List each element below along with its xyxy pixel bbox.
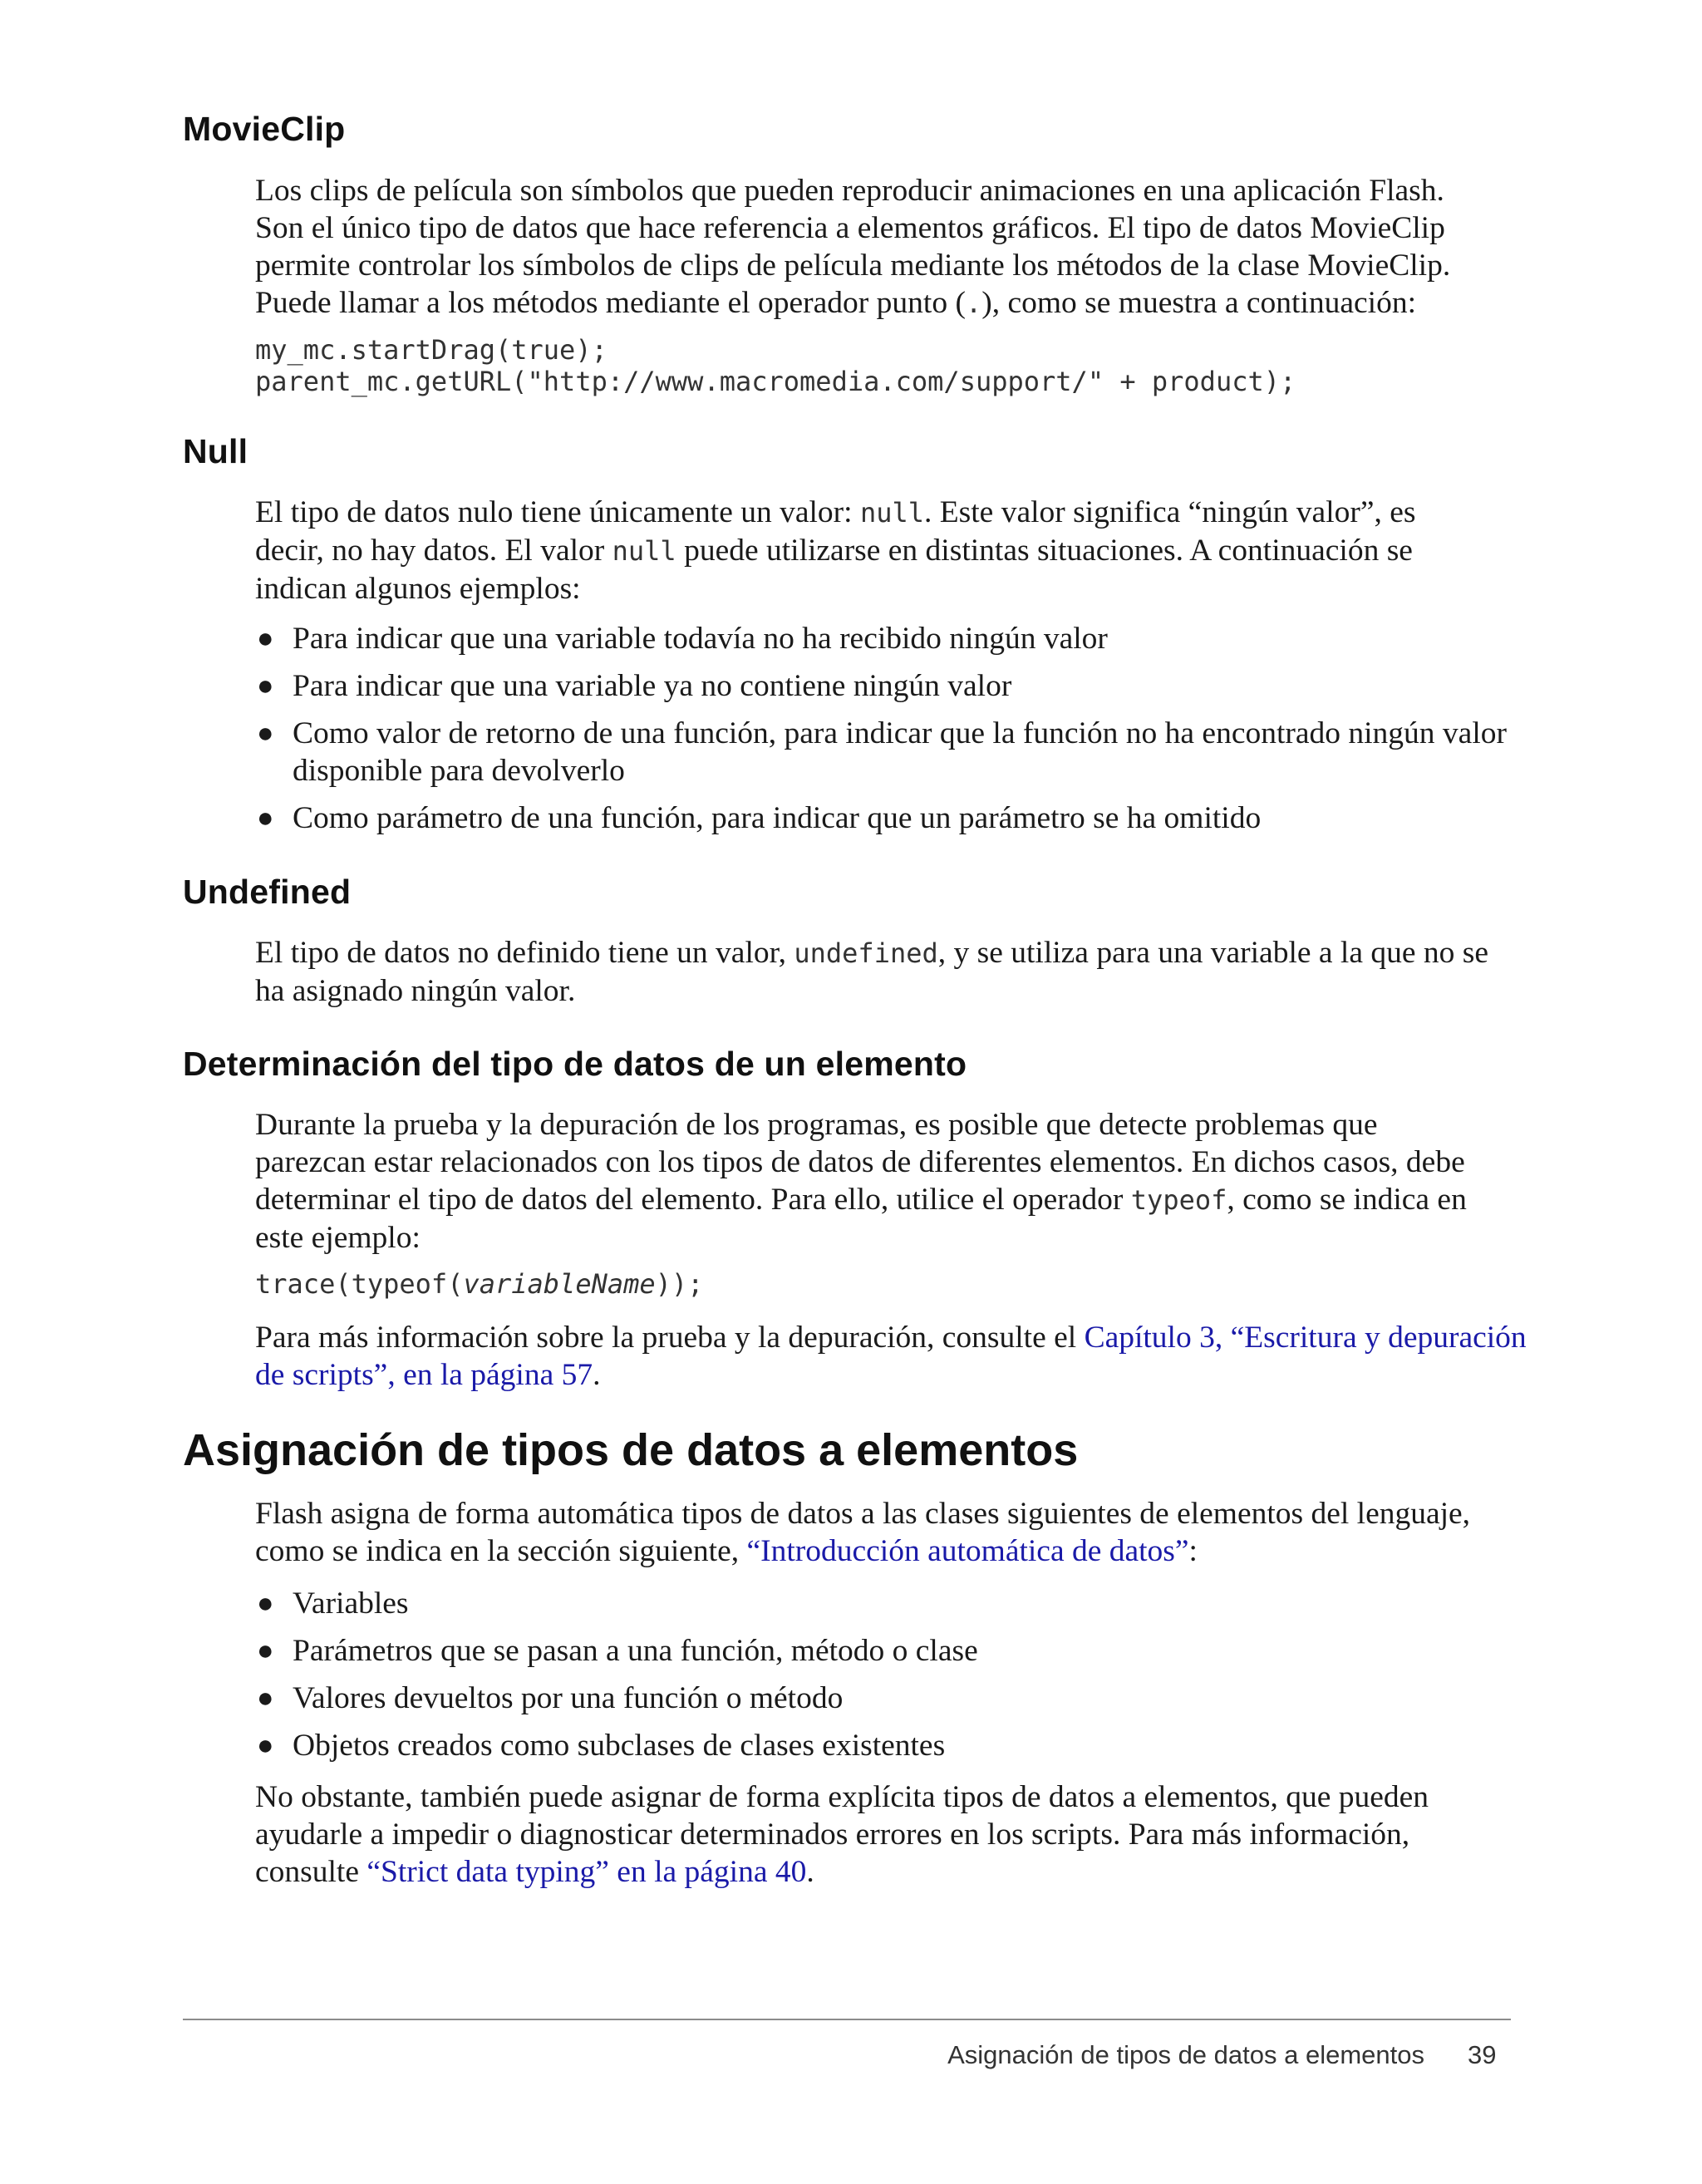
bullet-icon: ● (257, 671, 274, 701)
footer-divider (183, 2019, 1511, 2020)
bullet-icon: ● (257, 1588, 274, 1619)
bullet-icon: ● (257, 718, 274, 749)
list-item (255, 1727, 1527, 1764)
list-item (255, 1632, 1527, 1670)
inline-code: undefined (794, 937, 938, 969)
determinacion-reference-paragraph (255, 1319, 1527, 1394)
code-block-movieclip (255, 334, 1296, 397)
list-item (255, 620, 1527, 657)
list-item-text: Valores devueltos por una función o método (293, 1681, 844, 1715)
code-line: parent_mc.getURL("http://www.macromedia.com/support/" + product); (255, 366, 1296, 397)
list-item-text: Variables (293, 1586, 409, 1621)
determinacion-paragraph (255, 1106, 1527, 1257)
cross-reference-link[interactable]: “Introducción automática de datos” (746, 1534, 1189, 1568)
cross-reference-link[interactable]: “Strict data typing” en la página 40 (366, 1855, 807, 1889)
text-line: indican algunos ejemplos: (255, 572, 581, 606)
bullet-icon: ● (257, 1636, 274, 1666)
text-line: , como se indica en (1227, 1183, 1467, 1217)
null-paragraph (255, 494, 1527, 607)
bullet-icon: ● (257, 1730, 274, 1761)
list-item-text: Como parámetro de una función, para indicar que un parámetro se ha omitido (293, 801, 1262, 835)
text-line: El tipo de datos nulo tiene únicamente un valor: (255, 495, 860, 529)
text-line: El tipo de datos no definido tiene un valor, (255, 936, 794, 970)
movieclip-paragraph (255, 172, 1527, 322)
text-line: . (806, 1855, 814, 1889)
list-item (255, 799, 1527, 837)
code-block-typeof (255, 1268, 703, 1300)
list-item-text: Objetos creados como subclases de clases existentes (293, 1729, 946, 1763)
inline-code: . (965, 288, 982, 319)
code-variable: variableName (463, 1268, 656, 1300)
list-item-text: Parámetros que se pasan a una función, método o clase (293, 1634, 978, 1668)
section-heading-determinacion: Determinación del tipo de datos de un elemento (183, 1045, 967, 1083)
list-item-text: Como valor de retorno de una función, para indicar que la función no ha encontrado ningún valor disponible para devolverlo (293, 716, 1507, 788)
text-line: ha asignado ningún valor. (255, 974, 576, 1008)
text-line: Son el único tipo de datos que hace referencia a elementos gráficos. El tipo de datos MovieClip (255, 211, 1445, 245)
text-line: parezcan estar relacionados con los tipos de datos de diferentes elementos. En dichos casos, debe (255, 1145, 1465, 1179)
list-item (255, 1585, 1527, 1622)
text-line: consulte (255, 1855, 367, 1889)
text-line: No obstante, también puede asignar de forma explícita tipos de datos a elementos, que pueden (255, 1780, 1429, 1814)
code-text: trace(typeof( (255, 1268, 464, 1300)
section-heading-movieclip: MovieClip (183, 110, 346, 148)
text-line: . Este valor significa “ningún valor”, es (924, 495, 1416, 529)
text-line: Durante la prueba y la depuración de los programas, es posible que detecte problemas que (255, 1108, 1378, 1142)
text-line: determinar el tipo de datos del elemento. Para ello, utilice el operador (255, 1183, 1131, 1217)
text-line: ), como se muestra a continuación: (981, 286, 1416, 320)
null-bullet-list (255, 620, 1527, 847)
text-line: Los clips de película son símbolos que pueden reproducir animaciones en una aplicación Flash. (255, 174, 1444, 208)
code-line: my_mc.startDrag(true); (255, 334, 608, 366)
list-item (255, 715, 1539, 789)
list-item-text: Para indicar que una variable todavía no ha recibido ningún valor (293, 622, 1108, 656)
bullet-icon: ● (257, 803, 274, 834)
section-heading-null: Null (183, 432, 248, 470)
text-line: este ejemplo: (255, 1221, 421, 1255)
asignacion-paragraph (255, 1495, 1527, 1570)
page-number: 39 (1468, 2040, 1497, 2069)
text-line: ayudarle a impedir o diagnosticar determinados errores en los scripts. Para más información, (255, 1818, 1410, 1852)
undefined-paragraph (255, 934, 1527, 1010)
list-item-text: Para indicar que una variable ya no contiene ningún valor (293, 669, 1012, 703)
inline-code: typeof (1130, 1184, 1227, 1216)
text-line: puede utilizarse en distintas situaciones. A continuación se (676, 534, 1413, 568)
footer-section-title: Asignación de tipos de datos a elementos (947, 2040, 1424, 2069)
bullet-icon: ● (257, 623, 274, 654)
text-line: Flash asigna de forma automática tipos de datos a las clases siguientes de elementos del lenguaje, (255, 1497, 1471, 1531)
section-heading-asignacion: Asignación de tipos de datos a elementos (183, 1425, 1079, 1475)
text-line: , y se utiliza para una variable a la que no se (937, 936, 1488, 970)
asignacion-bullet-list (255, 1585, 1527, 1774)
bullet-icon: ● (257, 1683, 274, 1714)
inline-code: null (859, 497, 924, 529)
text-line: : (1188, 1534, 1198, 1568)
text-line: permite controlar los símbolos de clips de película mediante los métodos de la clase MovieClip. (255, 248, 1451, 283)
inline-code: null (612, 535, 676, 567)
section-heading-undefined: Undefined (183, 873, 352, 911)
list-item (255, 1680, 1527, 1717)
text-line: Puede llamar a los métodos mediante el operador punto ( (255, 286, 966, 320)
text-line: como se indica en la sección siguiente, (255, 1534, 747, 1568)
text-line: Para más información sobre la prueba y la depuración, consulte el (255, 1321, 1085, 1355)
code-text: )); (655, 1268, 704, 1300)
cross-reference-link[interactable]: Capítulo 3, “Escritura y depuración de scripts”, en la página 57 (255, 1321, 1527, 1392)
text-line: decir, no hay datos. El valor (255, 534, 612, 568)
text-line: . (593, 1358, 601, 1392)
asignacion-paragraph-2 (255, 1778, 1527, 1891)
list-item (255, 667, 1527, 705)
